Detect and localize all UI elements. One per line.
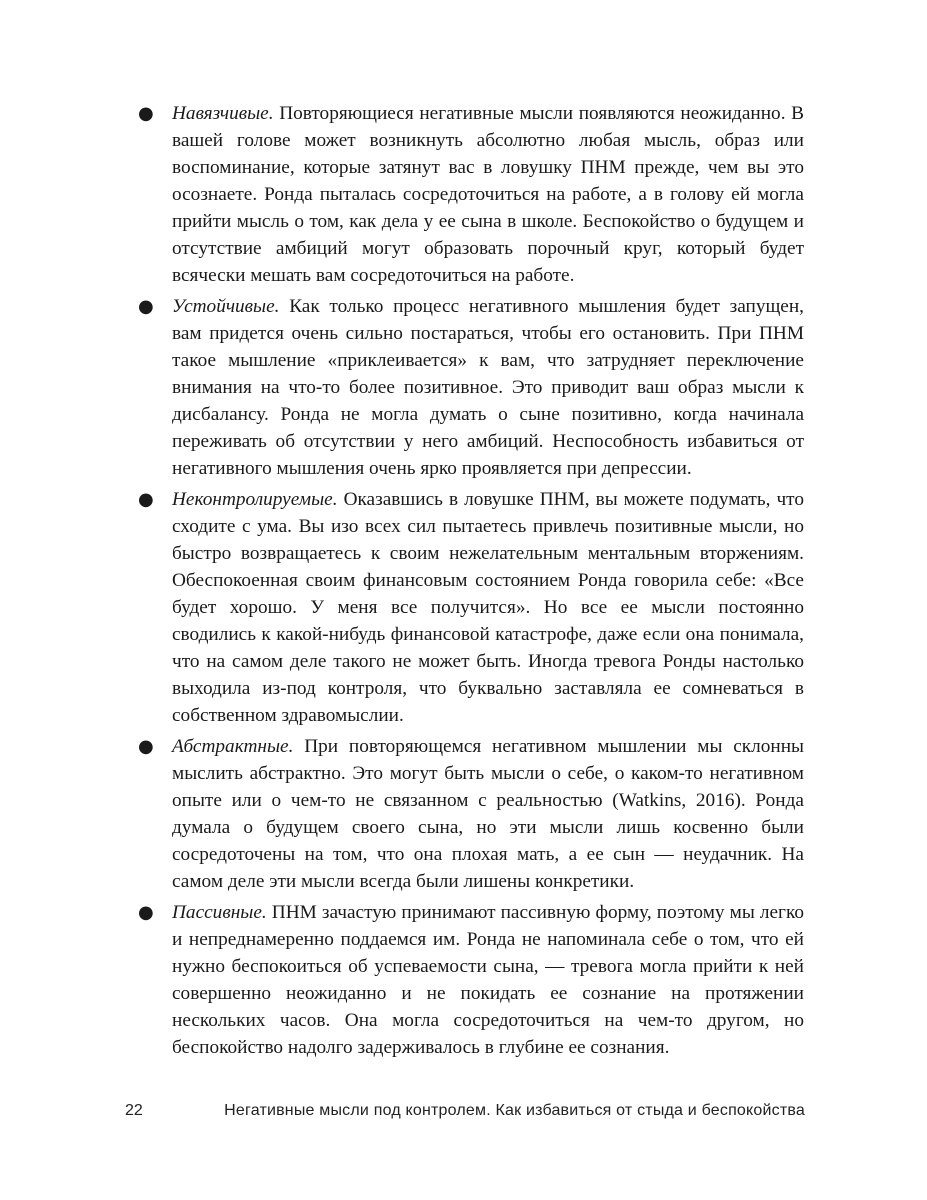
list-item-text — [172, 293, 804, 482]
list-item-body: Как только процесс негативного мышления будет запущен, вам придется очень сильно постараться, чтобы его остановить. При ПНМ такое мышление «приклеивается» к вам, что затрудняет переключение внимания на что-то более позитивное. Это приводит ваш образ мысли к дисбалансу. Ронда не могла думать о сыне позитивно, когда начинала переживать об отсутствии у него амбиций. Неспособность избавиться от негативного мышления очень ярко проявляется при депрессии. — [172, 296, 804, 479]
list-item-text — [172, 733, 804, 895]
list-item-body: Повторяющиеся негативные мысли появляются неожиданно. В вашей голове может возникнуть абсолютно любая мысль, образ или воспоминание, которые затянут вас в ловушку ПНМ прежде, чем вы это осознаете. Ронда пыталась сосредоточиться на работе, а в голову ей могла прийти мысль о том, как дела у ее сына в школе. Беспокойство о будущем и отсутствие амбиций могут образовать порочный круг, который будет всячески мешать вам сосредоточиться на работе. — [172, 103, 804, 286]
list-item-body: Оказавшись в ловушке ПНМ, вы можете подумать, что сходите с ума. Вы изо всех сил пытаетесь привлечь позитивные мысли, но быстро возвращаетесь к своим нежелательным ментальным вторжениям. Обеспокоенная своим финансовым состоянием Ронда говорила себе: «Все будет хорошо. У меня все получится». Но все ее мысли постоянно сводились к какой-нибудь финансовой катастрофе, даже если она понимала, что на самом деле такого не может быть. Иногда тревога Ронды настолько выходила из-под контроля, что буквально заставляла ее сомневаться в собственном здравомыслии. — [172, 489, 804, 726]
bullet-icon: ● — [138, 103, 154, 124]
list-item-passive — [138, 899, 804, 1061]
bullet-icon: ● — [138, 902, 154, 923]
bullet-icon: ● — [138, 736, 154, 757]
term-suffix: . — [288, 736, 294, 757]
list-item-intrusive — [138, 100, 804, 289]
list-item-uncontrollable — [138, 486, 804, 729]
bullet-list — [138, 100, 804, 1065]
list-item-body: При повторяющемся негативном мышлении мы склонны мыслить абстрактно. Это могут быть мысли о себе, о каком-то негативном опыте или о чем-то не связанном с реальностью (Watkins, 2016). Ронда думала о будущем своего сына, но эти мысли лишь косвенно были сосредоточены на том, что она плохая мать, а ее сын — неудачник. На самом деле эти мысли всегда были лишены конкретики. — [172, 736, 805, 892]
list-item-persistent — [138, 293, 804, 482]
bullet-icon: ● — [138, 489, 154, 510]
term-suffix: . — [261, 902, 267, 923]
list-item-text — [172, 100, 804, 289]
bullet-icon: ● — [138, 296, 154, 317]
list-item-body: ПНМ зачастую принимают пассивную форму, поэтому мы легко и непреднамеренно поддаемся им. Ронда не напоминала себе о том, что ей нужно беспокоиться об успеваемости сына, — тревога могла прийти к ней совершенно неожиданно и не покидать ее сознание на протяжении нескольких часов. Она могла сосредоточиться на чем-то другом, но беспокойство надолго задерживалось в глубине ее сознания. — [172, 902, 804, 1058]
list-item-term: Пассивные — [172, 902, 262, 923]
list-item-term: Устойчивые — [172, 296, 275, 317]
term-suffix: . — [274, 296, 280, 317]
list-item-term: Неконтролируемые — [172, 489, 333, 510]
list-item-term: Абстрактные — [172, 736, 289, 757]
term-suffix: . — [268, 103, 274, 124]
list-item-abstract — [138, 733, 804, 895]
running-title: Негативные мысли под контролем. Как избавиться от стыда и беспокойства — [224, 1102, 805, 1119]
list-item-term: Навязчивые — [172, 103, 269, 124]
list-item-text — [172, 899, 804, 1061]
page-number: 22 — [125, 1102, 143, 1119]
term-suffix: . — [332, 489, 338, 510]
list-item-text — [172, 486, 804, 729]
